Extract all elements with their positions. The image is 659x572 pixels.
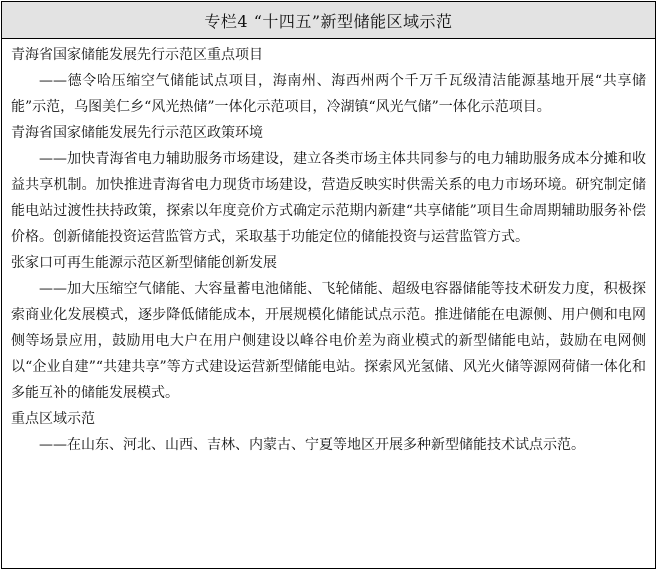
column-box [1, 1, 656, 569]
column-title: 专栏4 “十四五”新型储能区域示范 [2, 2, 655, 39]
section-heading: 青海省国家储能发展先行示范区政策环境 [11, 125, 263, 141]
section-body: ——德令哈压缩空气储能试点项目，海南州、海西州两个千万千瓦级清洁能源基地开展“共享储能”示范，乌图美仁乡“风光热储”一体化示范项目，冷湖镇“风光气储”一体化示范项目。 [11, 73, 646, 115]
section-body: ——加大压缩空气储能、大容量蓄电池储能、飞轮储能、超级电容器储能等技术研发力度，积极探索商业化发展模式，逐步降低储能成本，开展规模化储能试点示范。推进储能在电源侧、用户侧和电网侧等场景应用，鼓励用电大户在用户侧建设以峰谷电价差为商业模式的新型储能电站，鼓励在电网侧以“企业自建”“共建共享”等方式建设运营新型储能电站。探索风光氢储、风光火储等源网荷储一体化和多能互补的储能发展模式。 [11, 281, 646, 401]
section [11, 42, 646, 120]
section [11, 250, 646, 406]
section-body: ——在山东、河北、山西、吉林、内蒙古、宁夏等地区开展多种新型储能技术试点示范。 [39, 437, 585, 453]
column-content [2, 39, 655, 458]
section-heading: 重点区域示范 [11, 411, 95, 427]
section-heading: 青海省国家储能发展先行示范区重点项目 [11, 47, 263, 63]
section [11, 406, 646, 458]
section [11, 120, 646, 250]
section-heading: 张家口可再生能源示范区新型储能创新发展 [11, 255, 277, 271]
section-body: ——加快青海省电力辅助服务市场建设，建立各类市场主体共同参与的电力辅助服务成本分摊和收益共享机制。加快推进青海省电力现货市场建设，营造反映实时供需关系的电力市场环境。研究制定储能电站过渡性扶持政策，探索以年度竞价方式确定示范期内新建“共享储能”项目生命周期辅助服务补偿价格。创新储能投资运营监管方式，采取基于功能定位的储能投资与运营监管方式。 [11, 151, 646, 245]
